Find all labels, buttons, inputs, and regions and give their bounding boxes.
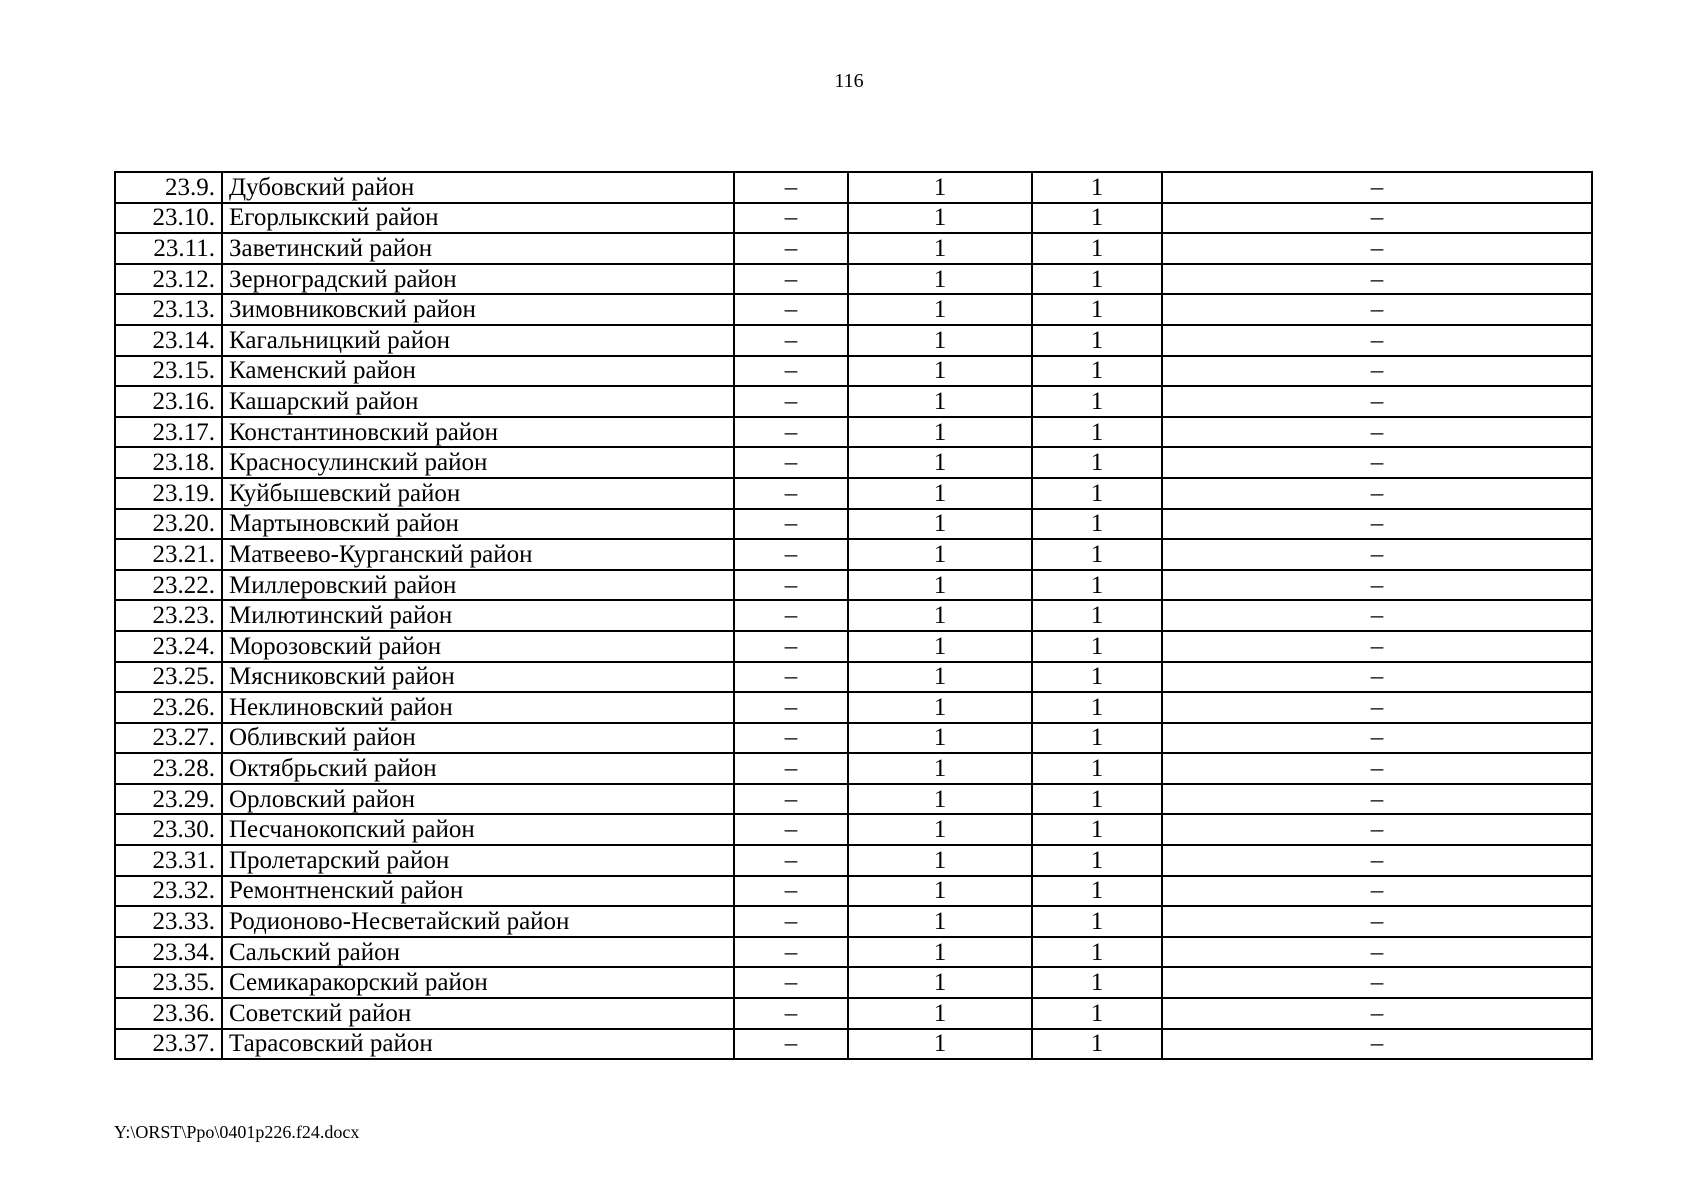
table-row: [115, 325, 1592, 356]
value-col-4: –: [1162, 325, 1592, 356]
value-col-4: –: [1162, 998, 1592, 1029]
value-col-1: –: [734, 447, 848, 478]
value-col-3: 1: [1032, 203, 1162, 234]
value-col-2: 1: [848, 1029, 1032, 1060]
value-col-4: –: [1162, 570, 1592, 601]
value-col-1: –: [734, 172, 848, 203]
value-col-4: –: [1162, 845, 1592, 876]
row-number: 23.15.: [115, 356, 222, 387]
value-col-3: 1: [1032, 1029, 1162, 1060]
value-col-1: –: [734, 478, 848, 509]
value-col-1: –: [734, 325, 848, 356]
value-col-3: 1: [1032, 784, 1162, 815]
value-col-1: –: [734, 509, 848, 540]
value-col-2: 1: [848, 662, 1032, 693]
value-col-1: –: [734, 631, 848, 662]
value-col-4: –: [1162, 539, 1592, 570]
value-col-2: 1: [848, 600, 1032, 631]
value-col-2: 1: [848, 478, 1032, 509]
table-row: [115, 539, 1592, 570]
value-col-3: 1: [1032, 325, 1162, 356]
table-row: [115, 937, 1592, 968]
value-col-4: –: [1162, 876, 1592, 907]
row-number: 23.29.: [115, 784, 222, 815]
value-col-1: –: [734, 386, 848, 417]
value-col-1: –: [734, 600, 848, 631]
value-col-1: –: [734, 937, 848, 968]
row-number: 23.30.: [115, 814, 222, 845]
table-row: [115, 967, 1592, 998]
district-name: Песчанокопский район: [222, 814, 734, 845]
value-col-2: 1: [848, 264, 1032, 295]
row-number: 23.23.: [115, 600, 222, 631]
row-number: 23.13.: [115, 294, 222, 325]
table-body: [115, 172, 1592, 1059]
row-number: 23.27.: [115, 723, 222, 754]
value-col-2: 1: [848, 417, 1032, 448]
value-col-4: –: [1162, 386, 1592, 417]
value-col-2: 1: [848, 325, 1032, 356]
row-number: 23.18.: [115, 447, 222, 478]
value-col-2: 1: [848, 845, 1032, 876]
value-col-1: –: [734, 784, 848, 815]
row-number: 23.37.: [115, 1029, 222, 1060]
value-col-1: –: [734, 203, 848, 234]
district-name: Милютинский район: [222, 600, 734, 631]
district-name: Семикаракорский район: [222, 967, 734, 998]
value-col-3: 1: [1032, 294, 1162, 325]
district-name: Миллеровский район: [222, 570, 734, 601]
value-col-2: 1: [848, 447, 1032, 478]
row-number: 23.31.: [115, 845, 222, 876]
value-col-4: –: [1162, 356, 1592, 387]
district-name: Зимовниковский район: [222, 294, 734, 325]
district-name: Сальский район: [222, 937, 734, 968]
value-col-3: 1: [1032, 356, 1162, 387]
row-number: 23.28.: [115, 753, 222, 784]
value-col-1: –: [734, 998, 848, 1029]
value-col-1: –: [734, 692, 848, 723]
value-col-3: 1: [1032, 386, 1162, 417]
value-col-2: 1: [848, 386, 1032, 417]
value-col-3: 1: [1032, 233, 1162, 264]
district-name: Орловский район: [222, 784, 734, 815]
value-col-2: 1: [848, 294, 1032, 325]
table-row: [115, 478, 1592, 509]
value-col-4: –: [1162, 294, 1592, 325]
value-col-3: 1: [1032, 906, 1162, 937]
value-col-4: –: [1162, 753, 1592, 784]
value-col-2: 1: [848, 753, 1032, 784]
table-row: [115, 509, 1592, 540]
row-number: 23.11.: [115, 233, 222, 264]
value-col-4: –: [1162, 906, 1592, 937]
value-col-2: 1: [848, 570, 1032, 601]
district-name: Красносулинский район: [222, 447, 734, 478]
row-number: 23.24.: [115, 631, 222, 662]
district-name: Кагальницкий район: [222, 325, 734, 356]
value-col-2: 1: [848, 784, 1032, 815]
district-name: Неклиновский район: [222, 692, 734, 723]
row-number: 23.12.: [115, 264, 222, 295]
value-col-4: –: [1162, 417, 1592, 448]
value-col-2: 1: [848, 233, 1032, 264]
table-row: [115, 1029, 1592, 1060]
value-col-4: –: [1162, 478, 1592, 509]
value-col-4: –: [1162, 447, 1592, 478]
value-col-4: –: [1162, 967, 1592, 998]
value-col-4: –: [1162, 264, 1592, 295]
district-name: Мясниковский район: [222, 662, 734, 693]
value-col-4: –: [1162, 814, 1592, 845]
table-row: [115, 264, 1592, 295]
district-name: Советский район: [222, 998, 734, 1029]
district-name: Зерноградский район: [222, 264, 734, 295]
value-col-1: –: [734, 294, 848, 325]
region-table: [114, 171, 1593, 1060]
row-number: 23.25.: [115, 662, 222, 693]
district-name: Куйбышевский район: [222, 478, 734, 509]
row-number: 23.26.: [115, 692, 222, 723]
value-col-3: 1: [1032, 264, 1162, 295]
table-row: [115, 753, 1592, 784]
value-col-3: 1: [1032, 172, 1162, 203]
value-col-4: –: [1162, 784, 1592, 815]
row-number: 23.32.: [115, 876, 222, 907]
value-col-3: 1: [1032, 417, 1162, 448]
value-col-4: –: [1162, 723, 1592, 754]
district-name: Егорлыкский район: [222, 203, 734, 234]
row-number: 23.20.: [115, 509, 222, 540]
value-col-3: 1: [1032, 876, 1162, 907]
page-number: 116: [834, 70, 864, 92]
value-col-2: 1: [848, 937, 1032, 968]
table-row: [115, 294, 1592, 325]
value-col-4: –: [1162, 600, 1592, 631]
value-col-1: –: [734, 814, 848, 845]
table-row: [115, 233, 1592, 264]
value-col-1: –: [734, 570, 848, 601]
row-number: 23.34.: [115, 937, 222, 968]
row-number: 23.10.: [115, 203, 222, 234]
district-name: Дубовский район: [222, 172, 734, 203]
table-row: [115, 386, 1592, 417]
footer-file-path: Y:\ORST\Ppo\0401p226.f24.docx: [114, 1122, 360, 1142]
value-col-1: –: [734, 723, 848, 754]
table-row: [115, 417, 1592, 448]
table-row: [115, 570, 1592, 601]
value-col-1: –: [734, 539, 848, 570]
value-col-3: 1: [1032, 600, 1162, 631]
table-row: [115, 814, 1592, 845]
table-row: [115, 662, 1592, 693]
district-name: Ремонтненский район: [222, 876, 734, 907]
table-row: [115, 600, 1592, 631]
row-number: 23.36.: [115, 998, 222, 1029]
value-col-4: –: [1162, 692, 1592, 723]
value-col-2: 1: [848, 876, 1032, 907]
value-col-3: 1: [1032, 753, 1162, 784]
table-row: [115, 356, 1592, 387]
table-row: [115, 876, 1592, 907]
value-col-2: 1: [848, 356, 1032, 387]
district-name: Кашарский район: [222, 386, 734, 417]
value-col-2: 1: [848, 172, 1032, 203]
table-row: [115, 906, 1592, 937]
table-row: [115, 203, 1592, 234]
value-col-3: 1: [1032, 539, 1162, 570]
value-col-1: –: [734, 264, 848, 295]
table-row: [115, 447, 1592, 478]
value-col-1: –: [734, 233, 848, 264]
value-col-3: 1: [1032, 967, 1162, 998]
row-number: 23.17.: [115, 417, 222, 448]
value-col-3: 1: [1032, 692, 1162, 723]
table-row: [115, 723, 1592, 754]
district-name: Пролетарский район: [222, 845, 734, 876]
district-name: Октябрьский район: [222, 753, 734, 784]
district-name: Заветинский район: [222, 233, 734, 264]
district-name: Тарасовский район: [222, 1029, 734, 1060]
value-col-3: 1: [1032, 814, 1162, 845]
row-number: 23.22.: [115, 570, 222, 601]
value-col-3: 1: [1032, 998, 1162, 1029]
value-col-4: –: [1162, 172, 1592, 203]
value-col-2: 1: [848, 631, 1032, 662]
value-col-3: 1: [1032, 509, 1162, 540]
value-col-3: 1: [1032, 723, 1162, 754]
value-col-1: –: [734, 356, 848, 387]
district-name: Каменский район: [222, 356, 734, 387]
value-col-2: 1: [848, 967, 1032, 998]
value-col-1: –: [734, 967, 848, 998]
table-row: [115, 845, 1592, 876]
value-col-3: 1: [1032, 447, 1162, 478]
value-col-3: 1: [1032, 845, 1162, 876]
table-row: [115, 998, 1592, 1029]
value-col-4: –: [1162, 1029, 1592, 1060]
value-col-2: 1: [848, 509, 1032, 540]
district-name: Родионово-Несветайский район: [222, 906, 734, 937]
value-col-1: –: [734, 906, 848, 937]
row-number: 23.21.: [115, 539, 222, 570]
value-col-1: –: [734, 417, 848, 448]
value-col-1: –: [734, 845, 848, 876]
value-col-4: –: [1162, 233, 1592, 264]
district-name: Мартыновский район: [222, 509, 734, 540]
value-col-2: 1: [848, 723, 1032, 754]
row-number: 23.14.: [115, 325, 222, 356]
value-col-2: 1: [848, 539, 1032, 570]
row-number: 23.16.: [115, 386, 222, 417]
value-col-3: 1: [1032, 662, 1162, 693]
district-name: Морозовский район: [222, 631, 734, 662]
row-number: 23.19.: [115, 478, 222, 509]
table-row: [115, 692, 1592, 723]
value-col-3: 1: [1032, 570, 1162, 601]
value-col-1: –: [734, 753, 848, 784]
value-col-4: –: [1162, 631, 1592, 662]
value-col-4: –: [1162, 509, 1592, 540]
value-col-3: 1: [1032, 478, 1162, 509]
value-col-2: 1: [848, 814, 1032, 845]
value-col-3: 1: [1032, 937, 1162, 968]
value-col-4: –: [1162, 662, 1592, 693]
value-col-2: 1: [848, 203, 1032, 234]
table-row: [115, 631, 1592, 662]
value-col-1: –: [734, 1029, 848, 1060]
row-number: 23.35.: [115, 967, 222, 998]
value-col-3: 1: [1032, 631, 1162, 662]
district-name: Обливский район: [222, 723, 734, 754]
row-number: 23.9.: [115, 172, 222, 203]
value-col-4: –: [1162, 203, 1592, 234]
value-col-4: –: [1162, 937, 1592, 968]
district-name: Константиновский район: [222, 417, 734, 448]
value-col-2: 1: [848, 998, 1032, 1029]
table-row: [115, 172, 1592, 203]
value-col-1: –: [734, 876, 848, 907]
value-col-2: 1: [848, 692, 1032, 723]
row-number: 23.33.: [115, 906, 222, 937]
district-name: Матвеево-Курганский район: [222, 539, 734, 570]
table-row: [115, 784, 1592, 815]
value-col-2: 1: [848, 906, 1032, 937]
value-col-1: –: [734, 662, 848, 693]
